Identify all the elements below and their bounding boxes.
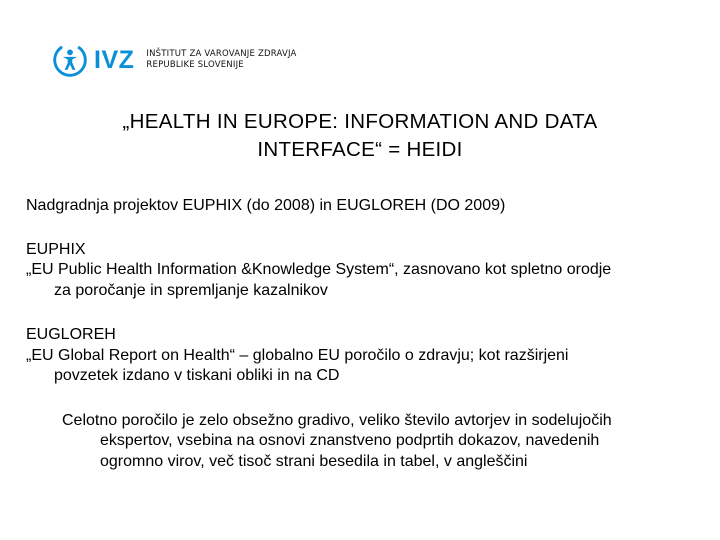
logo-mark: IVZ xyxy=(94,45,135,74)
slide-title-line: „HEALTH IN EUROPE: INFORMATION AND DATA xyxy=(122,110,598,133)
logo-institute-line: REPUBLIKE SLOVENIJE xyxy=(146,60,244,70)
report-note-line: ekspertov, vsebina na osnovi znanstveno podprtih dokazov, navedenih xyxy=(100,432,600,449)
euphix-heading: EUPHIX xyxy=(26,240,86,258)
logo-head xyxy=(67,49,73,55)
eugloreh-description: povzetek izdano v tiskani obliki in na CD xyxy=(54,367,340,384)
report-note-line: ogromno virov, več tisoč strani besedila in tabel, v angleščini xyxy=(100,452,528,470)
eugloreh-heading: EUGLOREH xyxy=(26,326,116,343)
report-note xyxy=(26,411,696,473)
intro-text xyxy=(26,196,696,217)
report-note-line: Celotno poročilo je zelo obsežno gradivo, veliko število avtorjev in sodelujočih xyxy=(62,411,612,429)
slide-body xyxy=(26,196,696,472)
logo xyxy=(52,40,297,80)
euphix-description: za poročanje in spremljanje kazalnikov xyxy=(54,281,328,299)
euphix-block xyxy=(26,240,696,302)
eugloreh-description: „EU Global Report on Health“ – globalno EU poročilo o zdravju; kot razširjeni xyxy=(26,346,569,364)
logo-body xyxy=(63,57,77,70)
slide-title xyxy=(40,108,680,164)
slide-title-line: INTERFACE“ = HEIDI xyxy=(257,138,463,161)
euphix-description: „EU Public Health Information &Knowledge System“, zasnovano kot spletno orodje xyxy=(26,261,612,278)
person-icon xyxy=(52,42,88,78)
eugloreh-block xyxy=(26,325,696,387)
logo-institute-name xyxy=(146,49,296,71)
intro-line: Nadgradnja projektov EUPHIX (do 2008) in EUGLOREH (DO 2009) xyxy=(26,197,506,214)
logo-institute-line: INŠTITUT ZA VAROVANJE ZDRAVJA xyxy=(146,49,297,59)
